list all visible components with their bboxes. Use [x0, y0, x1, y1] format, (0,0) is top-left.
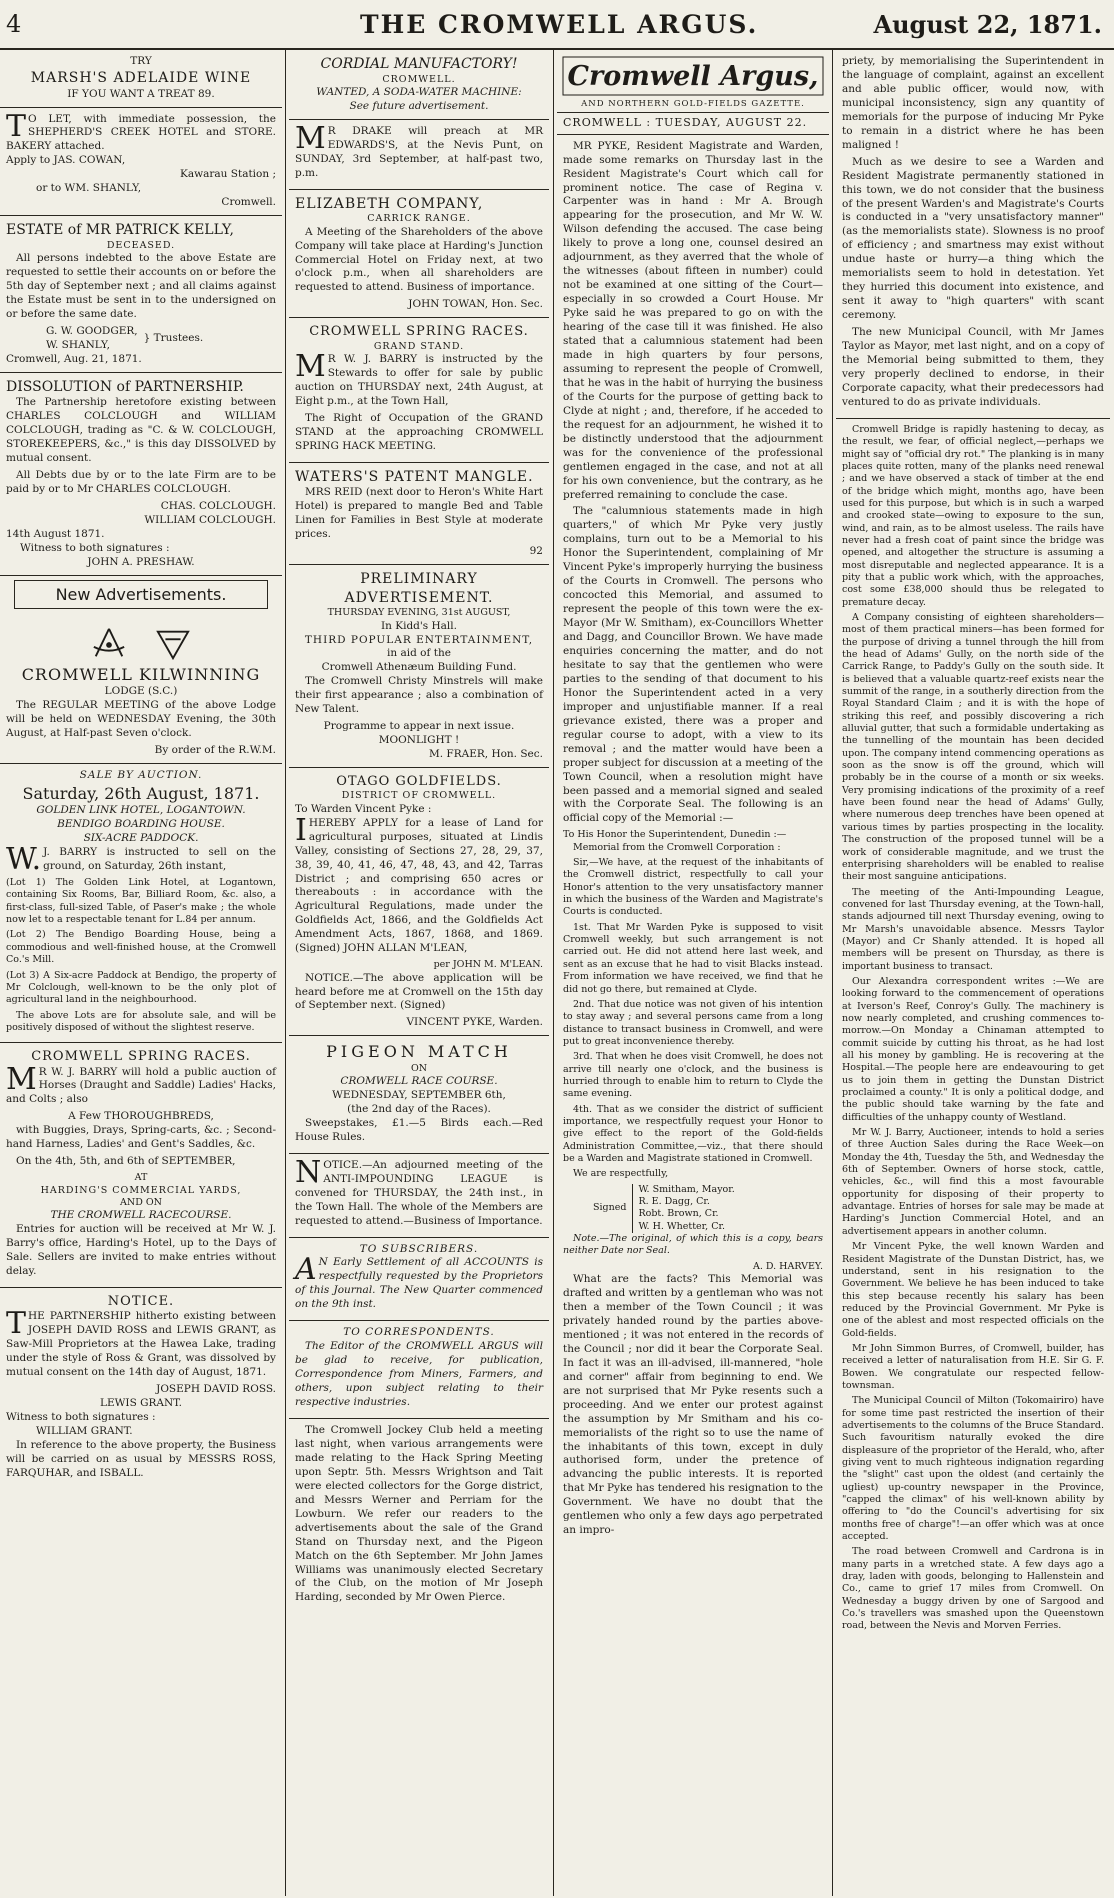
memorial-signatures — [563, 1184, 823, 1233]
ad-text: Cromwell Athenæum Building Fund. — [321, 661, 517, 674]
ad-to-correspondents — [289, 1321, 549, 1419]
ad-text: THE CROMWELL RACECOURSE. — [50, 1209, 232, 1222]
ad-text: THURSDAY EVENING, 31st AUGUST, — [327, 607, 511, 619]
ad-patent-mangle — [289, 463, 549, 565]
ad-text: (the 2nd day of the Races). — [347, 1102, 491, 1115]
ad-text: MOONLIGHT ! — [378, 734, 460, 747]
logo-text: Cromwell Argus, — [567, 61, 819, 92]
editorial-dateline — [557, 112, 829, 135]
news-paragraph: The road between Cromwell and Cardrona is in many parts in a wretched state. A few days ago a dray, laden with goods, belonging to Hallenstein and Co., came to grief 17 miles from Cromwell. On Wednesday a buggy driven by one of Sargood and Co.'s travellers was smashed upon the Queenstown road, between the Nevis and Morven Ferries. — [842, 1546, 1104, 1632]
ad-body: Sweepstakes, £1.—5 Birds each.—Red House Rules. — [295, 1116, 543, 1143]
ad-body: The Right of Occupation of the GRAND STAND at the approaching CROMWELL SPRING HACK MEETING. — [295, 411, 543, 452]
ad-pigeon-match — [289, 1036, 549, 1153]
logo-subtitle: AND NORTHERN GOLD-FIELDS GAZETTE. — [581, 99, 805, 109]
ad-body: with Buggies, Drays, Spring-carts, &c. ; Second-hand Harness, Ladies' and Gent's Saddles, &c. — [6, 1124, 276, 1151]
ad-subheading: CROMWELL. — [382, 73, 456, 85]
article-paragraph: Much as we desire to see a Warden and Resident Magistrate permanently stationed in this town, we do not consider that the business of the present Warden's and Magistrate's Courts is conducted in a "very unsatisfactory manner" (as the memorialists state). Slowness is no proof of efficiency ; and smartness may exist without undue haste or hurry—a thing which the memorialists seem to hold in detestation. Yet they hurried this document into existence, and sent it away to "high quarters" with scant ceremony. — [842, 155, 1104, 322]
ad-lot: (Lot 3) A Six-acre Paddock at Bendigo, the property of Mr Colclough, well-known to be the only plot of agricultural land in the neighbourhood. — [6, 969, 276, 1006]
column-rule — [832, 50, 833, 1896]
emblem-row — [6, 618, 276, 664]
signature: A. D. HARVEY. — [752, 1260, 823, 1272]
ad-body: MR DRAKE will preach at MR EDWARDS'S, at the Nevis Punt, on SUNDAY, 3rd September, at half-past two, p.m. — [295, 120, 543, 179]
masonic-emblem-icon — [154, 626, 192, 662]
news-paragraph: The meeting of the Anti-Impounding League, convened for last Thursday evening, at the Town-hall, stands adjourned till next Thursday evening, owing to Mr Marsh's unavoidable absence. Messrs Taylor (Mayor) and Cr Shanly attended. It is hoped all members will be present on Thursday, as there is important business to transact. — [842, 886, 1104, 972]
ad-text: See future advertisement. — [349, 99, 489, 112]
ad-text: Kawarau Station ; — [180, 168, 276, 181]
article-paragraph: priety, by memorialising the Superintendent in the language of complaint, against an excellent and able public officer, would now, with municipal inconsistency, sign any quantity of memorials for the purpose of inducing Mr Pyke to remain in a district where he has been maligned ! — [842, 55, 1104, 151]
ad-heading: ELIZABETH COMPANY, — [295, 195, 484, 212]
news-jockey-club — [289, 1419, 549, 1613]
signature: WILLIAM COLCLOUGH. — [144, 514, 276, 526]
ad-text: By order of the R.W.M. — [154, 744, 276, 757]
ad-preliminary — [289, 565, 549, 768]
ad-text: TRY — [130, 55, 152, 67]
newspaper-title: THE CROMWELL ARGUS. — [360, 10, 759, 39]
signature-role: } Trustees. — [143, 331, 204, 344]
memorial-from: Memorial from the Cromwell Corporation : — [573, 841, 781, 853]
ad-to-subscribers — [289, 1238, 549, 1322]
ad-text: CROMWELL RACE COURSE. — [340, 1074, 498, 1087]
ad-text: Cromwell. — [221, 196, 276, 209]
ad-subheading: GRAND STAND. — [373, 340, 465, 352]
memorial-note: Note.—The original, of which this is a copy, bears neither Date nor Seal. — [563, 1233, 823, 1257]
ad-auction-golden-link — [0, 764, 282, 1043]
ad-heading: PIGEON MATCH — [326, 1042, 512, 1062]
ad-heading: WATERS'S PATENT MANGLE. — [295, 468, 534, 485]
ad-body: AN Early Settlement of all ACCOUNTS is respectfully requested by the Proprietors of this Journal. The New Quarter commenced on the 9th inst. — [295, 1252, 543, 1311]
article-paragraph: The new Municipal Council, with Mr James Taylor as Mayor, met last night, and on a copy of the Memorial being submitted to them, they very properly declined to endorse, in their Corporate capacity, what their predecessors had ventured to do as private individuals. — [842, 326, 1104, 408]
ad-text: HARDING'S COMMERCIAL YARDS, — [40, 1184, 242, 1196]
memorial-closing: We are respectfully, — [573, 1168, 669, 1180]
ad-heading: TO SUBSCRIBERS. — [359, 1242, 479, 1255]
ad-body: IHEREBY APPLY for a lease of Land for agricultural purposes, situated at Lindis Valley, consisting of Sections 27, 28, 29, 37, 38, 39, 40, 41, 46, 47, 48, 43, and 42, Tarras District ; and comprising 650 acres or thereabouts : in accordance with the Agricultural Regulations, made under the Goldfields Act, 1866, and the Goldfields Act Amendment Acts, 1867, 1868, and 1869. (Signed) JOHN ALLAN M'LEAN, — [295, 812, 543, 955]
ad-heading: TO CORRESPONDENTS. — [343, 1326, 495, 1339]
ad-body: Entries for auction will be received at Mr W. J. Barry's office, Harding's Hotel, up to the Days of Sale. Sellers are invited to make entries without delay. — [6, 1223, 276, 1278]
ad-body: MR W. J. BARRY will hold a public auction of Horses (Draught and Saddle) Ladies' Hacks, and Colts ; also — [6, 1061, 276, 1106]
ad-text: IF YOU WANT A TREAT 89. — [67, 87, 215, 100]
ad-body: In reference to the above property, the Business will be carried on as usual by MESSRS ROSS, FARQUHAR, and ISBALL. — [6, 1438, 276, 1479]
article-paragraph: MR PYKE, Resident Magistrate and Warden, made some remarks on Thursday last in the Resident Magistrate's Court which call for prominent notice. The case of Regina v. Carpenter was in hand : Mr A. Brough appearing for the prosecution, and Mr W. W. Wilson defending the accused. The case being likely to prove a long one, counsel desired an adjournment, as they averred that the whole of the witnesses (about fifteen in number) could not be examined at one sitting of the Court—especially in so crowded a Court House. Mr Pyke said he was prepared to go on with the hearing of the case till it was finished. He also stated that a calumnious statement had been made in high quarters by four persons, assuming to represent the people of Cromwell, that he was in the habit of hurrying the business of the Courts for the purpose of getting back to Clyde at night ; and, therefore, if he acceded to the request for an adjournment, he wished it to be distinctly understood that the adjournment was for the convenience of the professional gentlemen engaged in the case, and not at all for his own convenience, but the contrary, as he preferred remaining to conclude the case. — [563, 139, 823, 501]
ad-body: MRS REID (next door to Heron's White Hart Hotel) is prepared to mangle Bed and Table Linen for Families in Best Style at moderate prices. — [295, 486, 543, 541]
ad-lot: (Lot 1) The Golden Link Hotel, at Logantown, containing Six Rooms, Bar, Billiard Room, &c. also, a first-class, full-sized Table, of Paser's make ; the whole now let to a respectable tenant for L.84 per annum. — [6, 877, 276, 926]
ad-text: A Few THOROUGHBREDS, — [68, 1110, 214, 1123]
editorial-article — [557, 135, 829, 1547]
ad-text: WEDNESDAY, SEPTEMBER 6th, — [332, 1088, 506, 1101]
masthead — [0, 0, 1114, 50]
ad-text: Programme to appear in next issue. — [323, 720, 515, 733]
signature: W. SHANLY, — [46, 338, 110, 351]
signature: M. FRAER, Hon. Sec. — [429, 748, 543, 761]
signature: CHAS. COLCLOUGH. — [160, 500, 276, 513]
column-4 — [836, 50, 1110, 1896]
ad-body: NOTICE.—An adjourned meeting of the ANTI-IMPOUNDING LEAGUE is convened for THURSDAY, the 24th inst., in the Town Hall. The whole of the Members are requested to attend.—Business of Importance. — [295, 1154, 543, 1227]
ad-anti-impounding — [289, 1154, 549, 1238]
ad-heading: MARSH'S ADELAIDE WINE — [30, 69, 252, 86]
ad-body: On the 4th, 5th, and 6th of SEPTEMBER, — [16, 1155, 236, 1168]
signature: JOHN A. PRESHAW. — [87, 555, 195, 568]
ad-heading: CROMWELL SPRING RACES. — [31, 1049, 251, 1065]
ad-cordial-manufactory — [289, 50, 549, 120]
article-paragraph: What are the facts? This Memorial was drafted and written by a gentleman who was not then a member of the Town Council ; it was privately handed round by the parties above-mentioned ; it was not entered in the records of the Council ; nor did it bear the Corporate Seal. In fact it was an ill-advised, ill-mannered, "hole and corner" affair from beginning to end. We are not surprised that Mr Pyke resents such a proceeding. And we enter our protest against the assumption by Mr Smitham and his co-memorialists of the right so to use the name of the inhabitants of this town, except in duly authorised form, under the pretence of advancing the public interests. It is reported that Mr Pyke has tendered his resignation to the Government. We have no doubt that the gentlemen who only a few days ago perpetrated an impro- — [563, 1273, 823, 1537]
ad-text: THIRD POPULAR ENTERTAINMENT, — [304, 633, 534, 646]
newspaper-logo — [557, 50, 829, 112]
ad-body: The Cromwell Christy Minstrels will make their first appearance ; also a combination of New Talent. — [295, 675, 543, 716]
ad-body: The REGULAR MEETING of the above Lodge will be held on WEDNESDAY Evening, the 30th August, at Half-past Seven o'clock. — [6, 699, 276, 740]
ad-text: Witness to both signatures : — [6, 1410, 156, 1423]
ad-heading: CORDIAL MANUFACTORY! — [320, 56, 518, 72]
signature: per JOHN M. M'LEAN. — [433, 959, 543, 971]
column-3 — [557, 50, 829, 1896]
masonic-emblem-icon — [90, 626, 128, 662]
column-2 — [289, 50, 549, 1896]
ad-date: 14th August 1871. — [6, 527, 105, 540]
ad-text: To Warden Vincent Pyke : — [295, 802, 432, 815]
signature: WILLIAM GRANT. — [36, 1424, 133, 1437]
news-paragraph: Mr W. J. Barry, Auctioneer, intends to hold a series of three Auction Sales during the Race Week—on Monday the 4th, Tuesday the 5th, and Wednesday the 6th of September. Owners of horse stock, cattle, vehicles, &c., will find this a most favourable opportunity for disposing of their property to advantage. Entries of horses for sale may be made at Harding's Junction Commercial Hotel, and an advertisement appears in another column. — [842, 1127, 1104, 1237]
ad-notice-ross-grant — [0, 1288, 282, 1489]
news-paragraph: The Cromwell Jockey Club held a meeting last night, when various arrangements were made relating to the Hack Spring Meeting upon Septr. 5th. Messrs Wrightson and Tait were elected collectors for the Gorge district, and Messrs Werner and Perriam for the Lowburn. We refer our readers to the advertisements about the sale of the Grand Stand on Thursday next, and the Pigeon Match on the 6th September. Mr John James Williams was unanimously elected Secretary of the Club, on the motion of Mr Joseph Harding, seconded by Mr Owen Pierce. — [295, 1424, 543, 1604]
ad-otago-goldfields — [289, 768, 549, 1036]
ad-heading: CROMWELL KILWINNING — [21, 665, 261, 685]
ad-heading: DISSOLUTION of PARTNERSHIP. — [6, 378, 244, 395]
ad-body: A Meeting of the Shareholders of the above Company will take place at Harding's Junction Commercial Hotel on Friday next, at two o'clock p.m., when all shareholders are requested to attend. Business of importance. — [295, 225, 543, 294]
ad-text: in aid of the — [387, 647, 451, 660]
ad-text: Apply to JAS. COWAN, — [6, 154, 126, 167]
ad-body: The Editor of the CROMWELL ARGUS will be glad to receive, for publication, Correspondence from Miners, Farmers, and others, upon subject relating to their respective industries. — [295, 1340, 543, 1409]
news-paragraph: A Company consisting of eighteen shareholders—most of them practical miners—has been formed for the purpose of driving a tunnel through the hill from the head of Adams' Gully, on the north side of the Carrick Range, to Paddy's Gully on the south side. It is believed that a valuable quartz-reef exists near the summit of the range, in a southerly direction from the Royal Standard Claim ; and it is with the hope of striking this reef, and possibly discovering a rich alluvial gutter, that such a formidable undertaking as the tunnelling of the mountain has been decided upon. The company intend commencing operations as soon as the snow is off the ground, which will probably be in the course of a month or six weeks. Very promising indications of the proximity of a reef have been found near the head of Adams' Gully, where numerous deep trenches have been opened at various times by parties prospecting in the locality. The construction of the proposed tunnel will be a work of considerable magnitude, and we trust the enterprising shareholders will be enabled to realise their most sanguine anticipations. — [842, 611, 1104, 883]
ad-text: Witness to both signatures : — [20, 541, 170, 554]
ad-body: The Partnership heretofore existing between CHARLES COLCLOUGH and WILLIAM COLCLOUGH, trading as "C. & W. COLCLOUGH, STOREKEEPERS, &c.," is this day DISSOLVED by mutual consent. — [6, 396, 276, 465]
memorial-paragraph: 3rd. That when he does visit Cromwell, he does not arrive till nearly one o'clock, and the business is hurried through to enable him to return to Clyde the same evening. — [563, 1051, 823, 1100]
ad-text: BENDIGO BOARDING HOUSE. — [57, 818, 225, 831]
signature: LEWIS GRANT. — [100, 1396, 182, 1409]
ad-text: ON — [410, 1062, 428, 1074]
ad-label: SALE BY AUCTION. — [79, 769, 203, 782]
ad-grand-stand — [289, 318, 549, 462]
signature: W. H. Whetter, Cr. — [638, 1220, 726, 1232]
news-paragraph: Our Alexandra correspondent writes :—We are looking forward to the commencement of operations at Iverson's Reef, Conroy's Gully. The machinery is now nearly completed, and crushing commences to-morrow.—On Monday a Chinaman attempted to commit suicide by cutting his throat, as he had lost all his money by gambling. He is recovering at the Hospital.—The people here are endeavouring to get us to join them in getting the Dunstan District proclaimed a county." It is only a political dodge, and the public should take warning by the fate and difficulties of the unhappy county of Westland. — [842, 975, 1104, 1123]
signature: JOHN TOWAN, Hon. Sec. — [408, 298, 543, 311]
ad-date: Cromwell, Aug. 21, 1871. — [6, 352, 142, 365]
ad-body: W.J. BARRY is instructed to sell on the ground, on Saturday, 26th instant, — [6, 842, 276, 878]
column-rule — [285, 50, 286, 1896]
signed-label: Signed — [593, 1202, 627, 1214]
ad-adelaide-wine — [0, 50, 282, 108]
signature: Robt. Brown, Cr. — [638, 1208, 719, 1220]
ad-subheading: CARRICK RANGE. — [367, 213, 471, 225]
signature: R. E. Dagg, Cr. — [638, 1196, 710, 1207]
ad-body: NOTICE.—The above application will be heard before me at Cromwell on the 15th day of September next. (Signed) — [295, 971, 543, 1012]
article-paragraph: The "calumnious statements made in high quarters," of which Mr Pyke very justly complains, turn out to be a Memorial to his Honor the Superintendent, complaining of Mr Vincent Pyke's improperly hurrying the business of the Courts in Cromwell. The persons who concocted this Memorial, and assumed to represent the people of this town were the ex-Mayor (Mr W. Smitham), ex-Councillors Whetter and Dagg, and Councillor Brown. We have made enquiries concerning the matter, and do not hesitate to say that the gentlemen who were parties to the sending of that document to his Honor the Superintendent acted in a very improper and unjustifiable manner. If a real grievance existed, there was a proper and regular course to adopt, with a view to its removal ; and the matter would have been a proper subject for discussion at a meeting of the Town Council, when a resolution might have been passed and a memorial signed and sealed with the Corporate Seal. The following is an official copy of the Memorial :— — [563, 505, 823, 825]
ad-lot: (Lot 2) The Bendigo Boarding House, being a commodious and well-finished house, at the Cromwell Co.'s Mill. — [6, 929, 276, 966]
memorial-paragraph: 4th. That as we consider the district of sufficient importance, we respectfully request your Honor to give effect to the report of the Gold-fields Administration Committee,—viz., that there should be a Warden and Magistrate stationed in Cromwell. — [563, 1103, 823, 1164]
signature: G. W. GOODGER, — [46, 324, 138, 337]
ad-heading: PRELIMINARY ADVERTISEMENT. — [344, 571, 494, 606]
ad-text: AT — [134, 1172, 148, 1184]
dateline: CROMWELL : TUESDAY, AUGUST 22. — [563, 116, 808, 130]
memorial-paragraph: 1st. That Mr Warden Pyke is supposed to visit Cromwell weekly, but such arrangement is not carried out. He did not attend here last week, and sent as an excuse that he had to visit Blacks instead. From information we have received, we find that he did not go there, but remained at Clyde. — [563, 921, 823, 995]
news-paragraph: Mr John Simmon Burres, of Cromwell, builder, has received a letter of naturalisation from H.E. Sir G. F. Bowen. We congratulate our respected fellow-townsman. — [842, 1342, 1104, 1391]
page-number: 4 — [6, 10, 22, 38]
issue-date: August 22, 1871. — [873, 10, 1102, 39]
signature: VINCENT PYKE, Warden. — [406, 1016, 543, 1029]
ad-body: THE PARTNERSHIP hitherto existing between JOSEPH DAVID ROSS and LEWIS GRANT, as Saw-Mill Proprietors at the Hawea Lake, trading under the style of Ross & Grant, was dissolved by mutual consent on the 14th day of August, 1871. — [6, 1306, 276, 1379]
ad-dissolution — [0, 373, 282, 576]
masthead-logo-frame — [562, 56, 824, 96]
news-items — [836, 419, 1110, 1641]
memorial-paragraph: Sir,—We have, at the request of the inhabitants of the Cromwell district, respectfully to call your Honor's attention to the very unsatisfactory manner in which the business of the Warden and Magistrate's Courts is conducted. — [563, 857, 823, 918]
news-paragraph: The Municipal Council of Milton (Tokomairiro) have for some time past restricted the insertion of their advertisements to the columns of the Bruce Standard. Such favouritism naturally evoked the dire displeasure of the proprietor of the Herald, who, after giving vent to much righteous indignation regarding the "slight" cast upon the oldest (and certainly the ugliest) up-country newspaper in the Province, "capped the climax" of his well-known ability by offering to "do the Council's advertising for six months free of charge"!—an offer which was at once accepted. — [842, 1395, 1104, 1543]
ad-text: GOLDEN LINK HOTEL, LOGANTOWN. — [36, 804, 246, 817]
ad-to-let — [0, 108, 282, 217]
ad-number: 92 — [529, 545, 543, 558]
news-paragraph: Cromwell Bridge is rapidly hastening to decay, as the result, we fear, of official neglect,—perhaps we might say of "official dry rot." The planking is in many places quite rotten, many of the planks need renewal ; and we have observed a stack of timber at the end of the bridge which might, months ago, have been used for this purpose, but which is in such a warped and crooked state—owing to exposure to the sun, wind, and rain, as to be almost useless. The rails have never had a fresh coat of paint since the bridge was opened, and altogether the structure is assuming a most disreputable and neglected appearance. It is a pity that a public work which, with the approaches, cost some £38,000 should thus be relegated to premature decay. — [842, 423, 1104, 608]
memorial-paragraph: 2nd. That due notice was not given of his intention to stay away ; and several persons came from a long distance to transact business in Cromwell, and were put to great inconvenience thereby. — [563, 998, 823, 1047]
ad-text: In Kidd's Hall. — [381, 619, 457, 632]
column-rule — [553, 50, 554, 1896]
ad-subheading: DISTRICT OF CROMWELL. — [341, 790, 497, 802]
ad-elizabeth-company — [289, 190, 549, 319]
ad-subheading: DECEASED. — [106, 239, 176, 251]
ad-body: All Debts due by or to the late Firm are to be paid by or to Mr CHARLES COLCLOUGH. — [6, 469, 276, 496]
ad-subheading: LODGE (S.C.) — [104, 685, 178, 698]
news-paragraph: Mr Vincent Pyke, the well known Warden and Resident Magistrate of the Dunstan District, has, we understand, sent in his resignation to the Government. We believe he has been induced to take this step because recently his salary has been reduced by the Provincial Government. Mr Pyke is one of the ablest and most respected officials on the Gold-fields. — [842, 1241, 1104, 1339]
ad-heading: CROMWELL SPRING RACES. — [309, 324, 529, 340]
ad-heading: NOTICE. — [107, 1293, 175, 1309]
signature-block — [6, 325, 276, 353]
editorial-continuation — [836, 50, 1110, 419]
new-advertisements-banner: New Advertisements. — [14, 580, 268, 609]
ad-text: AND ON — [120, 1196, 162, 1208]
ad-spring-races-auction — [0, 1043, 282, 1288]
ad-text: WANTED, A SODA-WATER MACHINE: — [316, 85, 522, 98]
ad-heading: ESTATE of MR PATRICK KELLY, — [6, 222, 234, 239]
ad-text: SIX-ACRE PADDOCK. — [83, 832, 199, 845]
ad-body: MR W. J. BARRY is instructed by the Stewards to offer for sale by public auction on THURSDAY next, 24th August, at Eight p.m., at the Town Hall, — [295, 348, 543, 407]
ad-text: or to WM. SHANLY, — [36, 182, 142, 195]
ad-body: The above Lots are for absolute sale, and will be positively disposed of without the slightest reserve. — [6, 1009, 276, 1033]
ad-body: All persons indebted to the above Estate are requested to settle their accounts on or before the 5th day of September next ; and all claims against the Estate must be sent in to the undersigned on or before the same date. — [6, 252, 276, 320]
ad-body: TO LET, with immediate possession, the SHEPHERD'S CREEK HOTEL and STORE. BAKERY attached. — [6, 108, 276, 153]
ad-heading: OTAGO GOLDFIELDS. — [336, 774, 502, 790]
signature: JOSEPH DAVID ROSS. — [156, 1383, 276, 1396]
memorial-address: To His Honor the Superintendent, Dunedin :— — [563, 829, 787, 841]
ad-estate-kelly — [0, 216, 282, 373]
ad-drake-preaching — [289, 120, 549, 190]
signature: W. Smitham, Mayor. — [638, 1183, 735, 1195]
ad-heading: Saturday, 26th August, 1871. — [22, 784, 260, 804]
column-1 — [0, 50, 282, 1896]
ad-kilwinning-lodge — [0, 613, 282, 764]
